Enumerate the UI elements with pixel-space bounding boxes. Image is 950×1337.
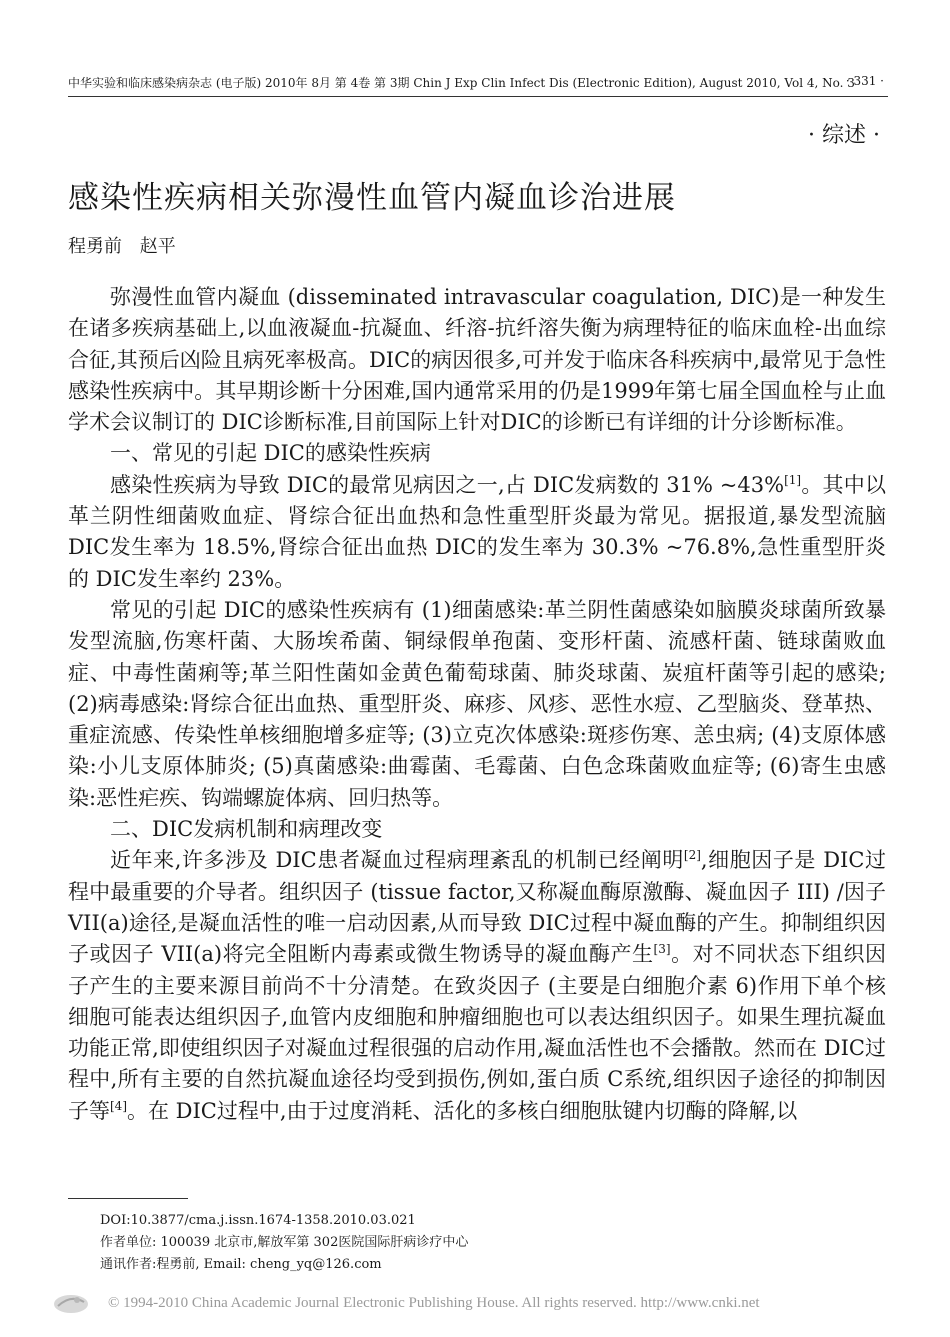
reference-3[interactable]: [3] [653,942,671,957]
header-rule [68,96,888,97]
reference-2[interactable]: [2] [683,848,701,863]
doi-line: DOI:10.3877/cma.j.issn.1674-1358.2010.03.021 [100,1213,416,1228]
paragraph-incidence [68,470,886,595]
footnotes [100,1210,468,1276]
text-run: 感染性疾病为导致 DIC的最常见病因之一,占 DIC发病数的 31% ~43% [110,472,785,497]
reference-1[interactable]: [1] [784,472,802,487]
article-title: 感染性疾病相关弥漫性血管内凝血诊治进展 [68,180,676,216]
paragraph-intro: 弥漫性血管内凝血 (disseminated intravascular coagulation, DIC)是一种发生在诸多疾病基础上,以血液凝血-抗凝血、纤溶-抗纤溶失衡为病理特征的临床血栓-出血综合征,其预后凶险且病死率极高。DIC的病因很多,可并发于临床各科疾病中,最常见于急性感染性疾病中。其早期诊断十分困难,国内通常采用的仍是1999年第七届全国血栓与止血学术会议制订的 DIC诊断标准,目前国际上针对DIC的诊断已有详细的计分诊断标准。 [68,285,886,435]
reference-4[interactable]: [4] [110,1098,127,1113]
section-heading-1: 一、常见的引起 DIC的感染性疾病 [110,441,431,466]
running-header [68,74,884,91]
page-number: · 331 · [845,74,884,88]
paragraph-diseases: 常见的引起 DIC的感染性疾病有 (1)细菌感染:革兰阴性菌感染如脑膜炎球菌所致暴发型流脑,伤寒杆菌、大肠埃希菌、铜绿假单孢菌、变形杆菌、流感杆菌、链球菌败血症、中毒性菌痢等;革兰阳性菌如金黄色葡萄球菌、肺炎球菌、炭疽杆菌等引起的感染; (2)病毒感染:肾综合征出血热、重型肝炎、麻疹、风疹、恶性水痘、乙型脑炎、登革热、重症流感、传染性单核细胞增多症等; (3)立克次体感染:斑疹伤寒、恙虫病; (4)支原体感染:小儿支原体肺炎; (5)真菌感染:曲霉菌、毛霉菌、白色念珠菌败血症等; (6)寄生虫感染:恶性疟疾、钩端螺旋体病、回归热等。 [68,597,887,810]
article-body [68,282,886,1127]
copyright-text: © 1994-2010 China Academic Journal Electronic Publishing House. All rights reserved. http://www.cnki.net [108,1295,760,1311]
footnote-rule [68,1198,188,1199]
correspondence-line: 通讯作者:程勇前, Email: cheng_yq@126.com [100,1257,382,1272]
text-run: 。对不同状态下组织因子产生的主要来源目前尚不十分清楚。在致炎因子 (主要是白细胞介素 6)作用下单个核细胞可能表达组织因子,血管内皮细胞和肿瘤细胞也可以表达组织因子。如果生理抗凝血功能正常,即使组织因子对凝血过程很强的启动作用,凝血活性也不会播散。然而在 DIC过程中,所有主要的自然抗凝血途径均受到损伤,例如,蛋白质 C系统,组织因子途径的抑制因子等 [68,942,887,1123]
text-run: 。其中以革兰阴性细菌败血症、肾综合征出血热和急性重型肝炎最为常见。据报道,暴发型流脑 DIC发生率为 18.5%,肾综合征出血热 DIC的发生率为 30.3% ~76.8%,急性重型肝炎的 DIC发生率约 23%。 [68,472,887,591]
article-authors: 程勇前 赵平 [68,236,176,257]
text-run: 。在 DIC过程中,由于过度消耗、活化的多核白细胞肽键内切酶的降解,以 [127,1098,798,1123]
section-tag: · 综述 · [808,123,880,148]
affiliation-line: 作者单位: 100039 北京市,解放军第 302医院国际肝病诊疗中心 [100,1235,469,1250]
paragraph-mechanism [68,845,886,1127]
copyright-bar [52,1288,892,1320]
text-run: ,细胞因子是 DIC过程中最重要的介导者。组织因子 (tissue factor,又称凝血酶原激酶、凝血因子 III) /因子 VII(a)途径,是凝血活性的唯一启动因素,从而导致 DIC过程中凝血酶的产生。抑制组织因子或因子 VII(a)将完全阻断内毒素或微生物诱导的凝血酶产生 [68,848,886,967]
publisher-logo-icon [52,1290,90,1316]
text-run: 近年来,许多涉及 DIC患者凝血过程病理紊乱的机制已经阐明 [110,848,684,873]
section-heading-2: 二、DIC发病机制和病理改变 [110,817,383,842]
journal-citation: 中华实验和临床感染病杂志 (电子版) 2010年 8月 第 4卷 第 3期 Chin J Exp Clin Infect Dis (Electronic Edition), August 2010, Vol 4, No. 3 [68,76,855,90]
